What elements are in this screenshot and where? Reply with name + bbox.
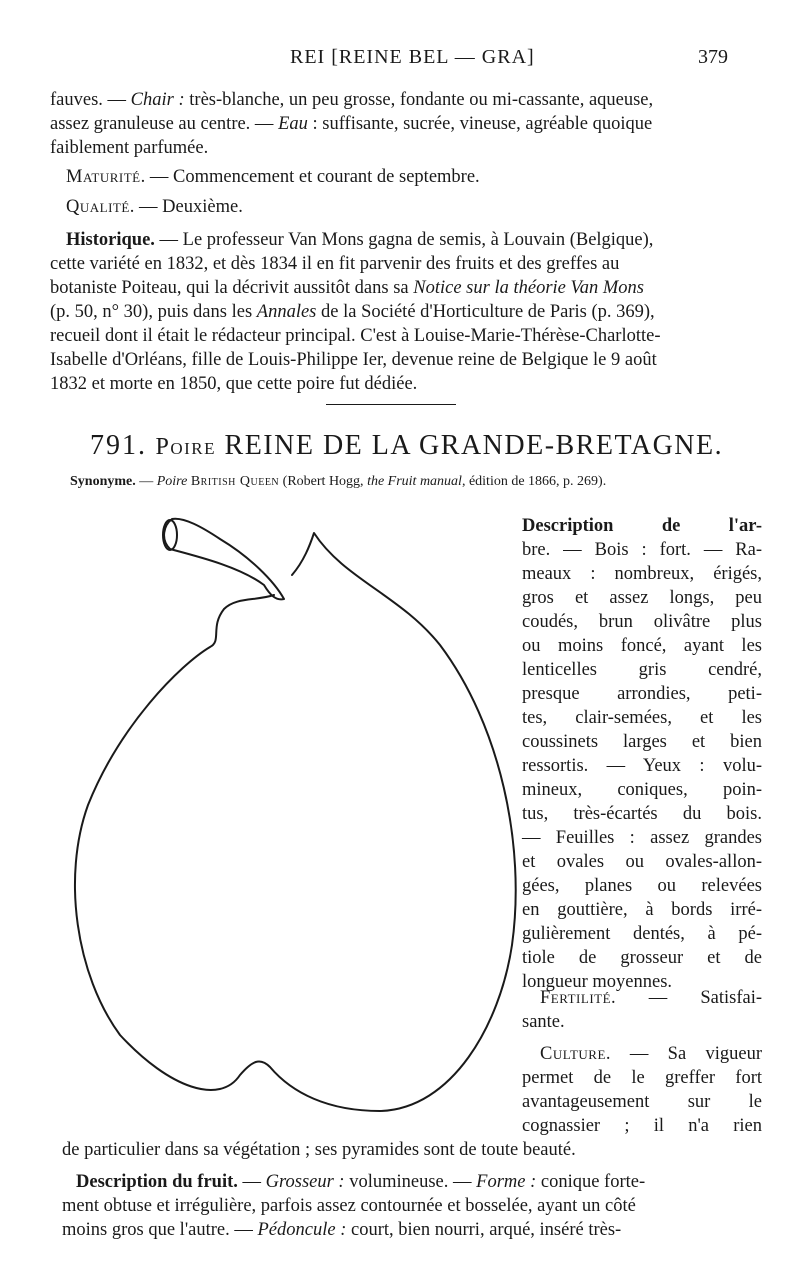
historique-line-6: Isabelle d'Orléans, fille de Louis-Philippe Ier, devenue reine de Belgique le 9 août <box>50 350 657 370</box>
arbre-line: gulièrement dentés, à pé- <box>522 924 762 944</box>
intro-line-3: faiblement parfumée. <box>50 138 209 158</box>
historique-line-2: cette variété en 1832, et dès 1834 il en fit parvenir des fruits et des greffes au <box>50 254 620 274</box>
page-number: 379 <box>698 46 728 68</box>
historique-line-4: (p. 50, n° 30), puis dans les Annales de la Société d'Horticulture de Paris (p. 369), <box>50 302 655 322</box>
arbre-line: coussinets larges et bien <box>522 732 762 752</box>
arbre-line: bre. — Bois : fort. — Ra- <box>522 540 762 560</box>
arbre-line: meaux : nombreux, érigés, <box>522 564 762 584</box>
arbre-line: et ovales ou ovales-allon- <box>522 852 762 872</box>
arbre-line: mineux, coniques, poin- <box>522 780 762 800</box>
intro-line-1: fauves. — Chair : très-blanche, un peu grosse, fondante ou mi-cassante, aqueuse, <box>50 90 654 110</box>
arbre-line: tus, très-écartés du bois. <box>522 804 762 824</box>
arbre-line: coudés, brun olivâtre plus <box>522 612 762 632</box>
historique-line-5: recueil dont il était le rédacteur principal. C'est à Louise-Marie-Thérèse-Charlotte- <box>50 326 661 346</box>
qualite-line: Qualité. — Deuxième. <box>66 197 243 217</box>
fruit-line-2: ment obtuse et irrégulière, parfois assez contournée et bosselée, ayant un côté <box>62 1196 636 1216</box>
arbre-line: tiole de grosseur et de <box>522 948 762 968</box>
fruit-line-1: Description du fruit. — Grosseur : volumineuse. — Forme : conique forte- <box>76 1172 646 1192</box>
entry-number: 791. <box>90 430 147 461</box>
intro-line-2: assez granuleuse au centre. — Eau : suffisante, sucrée, vineuse, agréable quoique <box>50 114 653 134</box>
maturite-line: Maturité. — Commencement et courant de septembre. <box>66 167 480 187</box>
arbre-line: ou moins foncé, ayant les <box>522 636 762 656</box>
arbre-line: presque arrondies, peti- <box>522 684 762 704</box>
historique-line-7: 1832 et morte en 1850, que cette poire fut dédiée. <box>50 374 418 394</box>
pear-outline-illustration <box>60 505 520 1135</box>
arbre-line: en gouttière, à bords irré- <box>522 900 762 920</box>
fruit-line-3: moins gros que l'autre. — Pédoncule : court, bien nourri, arqué, inséré très- <box>62 1220 622 1240</box>
historique-line-3: botaniste Poiteau, qui la décrivit aussitôt dans sa Notice sur la théorie Van Mons <box>50 278 644 298</box>
section-divider <box>326 404 456 405</box>
arbre-line: — Feuilles : assez grandes <box>522 828 762 848</box>
entry-poire: Poire <box>155 434 217 460</box>
running-header-title: REI [REINE BEL — GRA] <box>290 46 535 68</box>
entry-name: REINE DE LA GRANDE-BRETAGNE. <box>224 430 724 461</box>
historique-line-1: Historique. — Le professeur Van Mons gagna de semis, à Louvain (Belgique), <box>66 230 654 250</box>
arbre-line: Description de l'ar- <box>522 516 762 536</box>
arbre-line: tes, clair-semées, et les <box>522 708 762 728</box>
entry-heading <box>90 430 723 462</box>
arbre-line: ressortis. — Yeux : volu- <box>522 756 762 776</box>
arbre-line: lenticelles gris cendré, <box>522 660 762 680</box>
synonyme-line: Synonyme. — Poire British Queen (Robert Hogg, the Fruit manual, édition de 1866, p. 269). <box>70 474 607 489</box>
culture-line-5: de particulier dans sa végétation ; ses pyramides sont de toute beauté. <box>62 1140 576 1160</box>
arbre-line: gros et assez longs, peu <box>522 588 762 608</box>
arbre-line: gées, planes ou relevées <box>522 876 762 896</box>
arbre-column <box>522 514 762 994</box>
fertilite-block: Fertilité. — Satisfai- sante. <box>522 988 762 1032</box>
culture-block: Culture. — Sa vigueur permet de le greffer fort avantageusement sur le cognassier ; il n'a rien <box>522 1044 762 1136</box>
arbre-line: longueur moyennes. <box>522 972 673 992</box>
